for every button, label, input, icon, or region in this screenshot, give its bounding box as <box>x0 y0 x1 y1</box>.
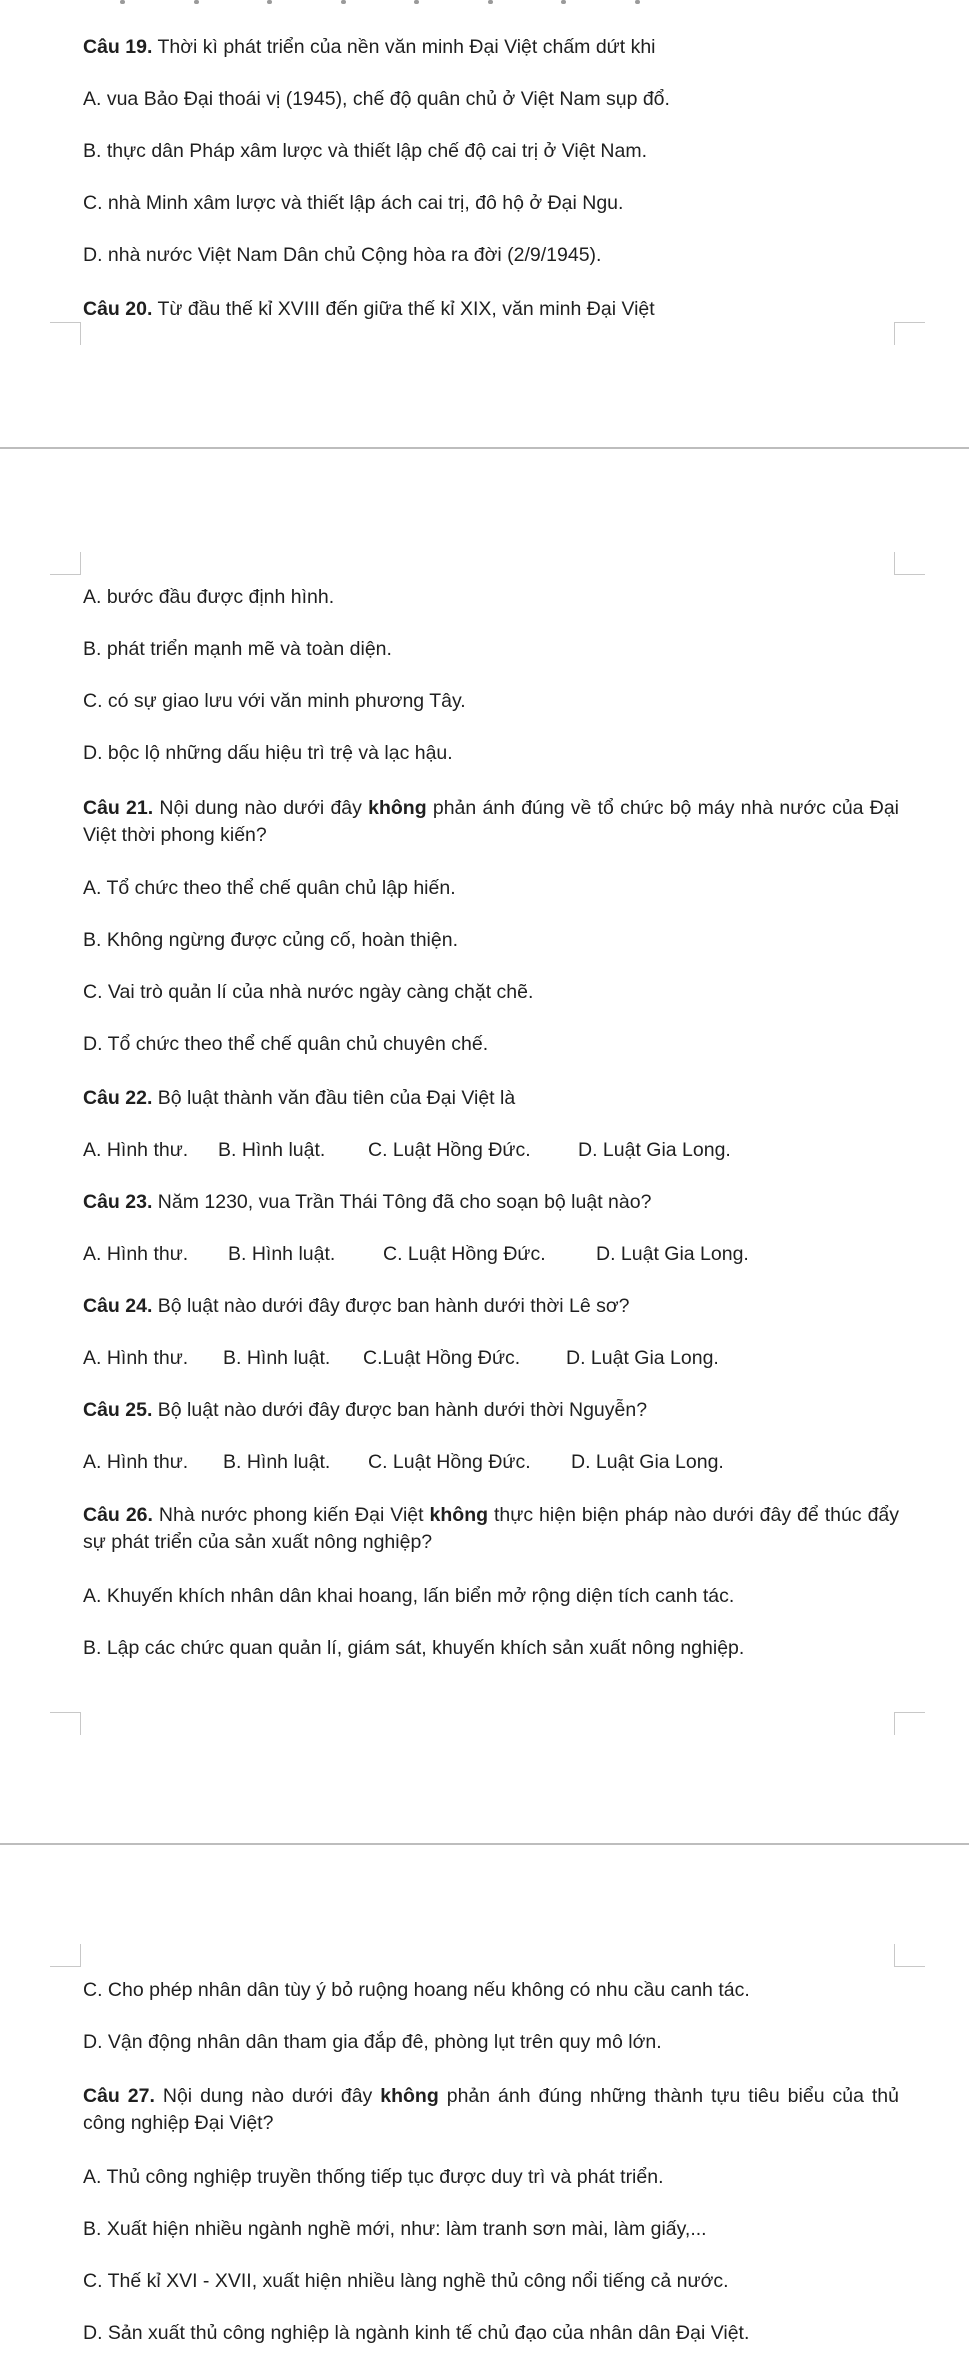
q21-option-d: D. Tổ chức theo thể chế quân chủ chuyên chế. <box>83 1033 489 1055</box>
question-23 <box>83 1189 899 1216</box>
question-19 <box>83 34 899 61</box>
q23-option-b: B. Hình luật. <box>228 1243 336 1265</box>
q26-option-d: D. Vận động nhân dân tham gia đắp đê, phòng lụt trên quy mô lớn. <box>83 2031 662 2053</box>
q27-option-c: C. Thế kỉ XVI - XVII, xuất hiện nhiều làng nghề thủ công nổi tiếng cả nước. <box>83 2270 729 2292</box>
question-26 <box>83 1502 899 1556</box>
question-27-emphasis: không <box>380 2085 439 2107</box>
q26-option-a: A. Khuyến khích nhân dân khai hoang, lấn biển mở rộng diện tích canh tác. <box>83 1585 735 1607</box>
question-27 <box>83 2083 899 2137</box>
q22-option-d: D. Luật Gia Long. <box>578 1139 731 1161</box>
q20-option-c: C. có sự giao lưu với văn minh phương Tây. <box>83 690 466 712</box>
question-25 <box>83 1397 899 1424</box>
q25-option-c: C. Luật Hồng Đức. <box>368 1451 531 1473</box>
q21-option-c: C. Vai trò quản lí của nhà nước ngày càng chặt chẽ. <box>83 981 534 1003</box>
q20-option-b: B. phát triển mạnh mẽ và toàn diện. <box>83 638 392 660</box>
q23-option-d: D. Luật Gia Long. <box>596 1243 749 1265</box>
question-27-text-before: Nội dung nào dưới đây <box>154 2085 381 2107</box>
cropped-top-text <box>120 0 640 6</box>
page-corner-mark <box>894 322 925 345</box>
question-25-number: Câu 25. <box>83 1399 153 1421</box>
q24-option-d: D. Luật Gia Long. <box>566 1347 719 1369</box>
question-23-number: Câu 23. <box>83 1191 153 1213</box>
question-20 <box>83 296 899 323</box>
question-25-text: Bộ luật nào dưới đây được ban hành dưới thời Nguyễn? <box>152 1399 648 1421</box>
question-27-number: Câu 27. <box>83 2085 155 2107</box>
q25-option-d: D. Luật Gia Long. <box>571 1451 724 1473</box>
question-23-text: Năm 1230, vua Trần Thái Tông đã cho soạn bộ luật nào? <box>152 1191 652 1213</box>
question-20-text: Từ đầu thế kỉ XVIII đến giữa thế kỉ XIX, văn minh Đại Việt <box>152 298 655 320</box>
q21-option-b: B. Không ngừng được củng cố, hoàn thiện. <box>83 929 458 951</box>
q26-option-b: B. Lập các chức quan quản lí, giám sát, khuyến khích sản xuất nông nghiệp. <box>83 1637 745 1659</box>
page-break <box>0 1843 969 1845</box>
q23-option-a: A. Hình thư. <box>83 1243 189 1265</box>
page-corner-mark <box>50 1944 81 1967</box>
q22-option-b: B. Hình luật. <box>218 1139 326 1161</box>
question-24 <box>83 1293 899 1320</box>
q25-options <box>83 1449 899 1476</box>
question-21 <box>83 795 899 849</box>
question-26-text-before: Nhà nước phong kiến Đại Việt <box>152 1504 430 1526</box>
question-24-number: Câu 24. <box>83 1295 153 1317</box>
q22-options <box>83 1137 899 1164</box>
question-19-number: Câu 19. <box>83 36 153 58</box>
q19-option-c: C. nhà Minh xâm lược và thiết lập ách cai trị, đô hộ ở Đại Ngu. <box>83 192 624 214</box>
q24-option-a: A. Hình thư. <box>83 1347 189 1369</box>
q23-options <box>83 1241 899 1268</box>
page-corner-mark <box>894 1944 925 1967</box>
q20-option-d: D. bộc lộ những dấu hiệu trì trệ và lạc hậu. <box>83 742 453 764</box>
question-21-number: Câu 21. <box>83 797 154 819</box>
question-26-number: Câu 26. <box>83 1504 153 1526</box>
page-corner-mark <box>894 552 925 575</box>
page-corner-mark <box>50 552 81 575</box>
question-26-emphasis: không <box>429 1504 489 1526</box>
question-22-text: Bộ luật thành văn đầu tiên của Đại Việt là <box>152 1087 516 1109</box>
page-corner-mark <box>50 1712 81 1735</box>
question-22-number: Câu 22. <box>83 1087 153 1109</box>
q19-option-a: A. vua Bảo Đại thoái vị (1945), chế độ quân chủ ở Việt Nam sụp đổ. <box>83 88 670 110</box>
question-24-text: Bộ luật nào dưới đây được ban hành dưới thời Lê sơ? <box>152 1295 630 1317</box>
page-corner-mark <box>50 322 81 345</box>
q27-option-b: B. Xuất hiện nhiều ngành nghề mới, như: làm tranh sơn mài, làm giấy,... <box>83 2218 707 2240</box>
question-21-text-before: Nội dung nào dưới đây <box>153 797 369 819</box>
q23-option-c: C. Luật Hồng Đức. <box>383 1243 546 1265</box>
q27-option-a: A. Thủ công nghiệp truyền thống tiếp tục được duy trì và phát triển. <box>83 2166 664 2188</box>
q19-option-d: D. nhà nước Việt Nam Dân chủ Cộng hòa ra đời (2/9/1945). <box>83 244 602 266</box>
q24-option-c: C.Luật Hồng Đức. <box>363 1347 521 1369</box>
q20-option-a: A. bước đầu được định hình. <box>83 586 335 608</box>
q24-options <box>83 1345 899 1372</box>
q26-option-c: C. Cho phép nhân dân tùy ý bỏ ruộng hoang nếu không có nhu cầu canh tác. <box>83 1979 750 2001</box>
q21-option-a: A. Tổ chức theo thể chế quân chủ lập hiến. <box>83 877 456 899</box>
question-22 <box>83 1085 899 1112</box>
question-20-number: Câu 20. <box>83 298 153 320</box>
question-21-emphasis: không <box>368 797 427 819</box>
q27-option-d: D. Sản xuất thủ công nghiệp là ngành kinh tế chủ đạo của nhân dân Đại Việt. <box>83 2322 750 2344</box>
q19-option-b: B. thực dân Pháp xâm lược và thiết lập chế độ cai trị ở Việt Nam. <box>83 140 647 162</box>
q25-option-a: A. Hình thư. <box>83 1451 189 1473</box>
q22-option-a: A. Hình thư. <box>83 1139 189 1161</box>
q25-option-b: B. Hình luật. <box>223 1451 331 1473</box>
question-26-text-after: thực hiện biện pháp nào dưới đây để thúc đẩy sự phát triển của sản xuất nông nghiệp? <box>83 1504 900 1553</box>
question-27-text-after: phản ánh đúng những thành tựu tiêu biểu của thủ công nghiệp Đại Việt? <box>83 2085 899 2134</box>
page-break <box>0 447 969 449</box>
q24-option-b: B. Hình luật. <box>223 1347 331 1369</box>
q22-option-c: C. Luật Hồng Đức. <box>368 1139 531 1161</box>
question-19-text: Thời kì phát triển của nền văn minh Đại Việt chấm dứt khi <box>152 36 656 58</box>
question-21-text-after: phản ánh đúng về tổ chức bộ máy nhà nước của Đại Việt thời phong kiến? <box>83 797 900 846</box>
page-corner-mark <box>894 1712 925 1735</box>
